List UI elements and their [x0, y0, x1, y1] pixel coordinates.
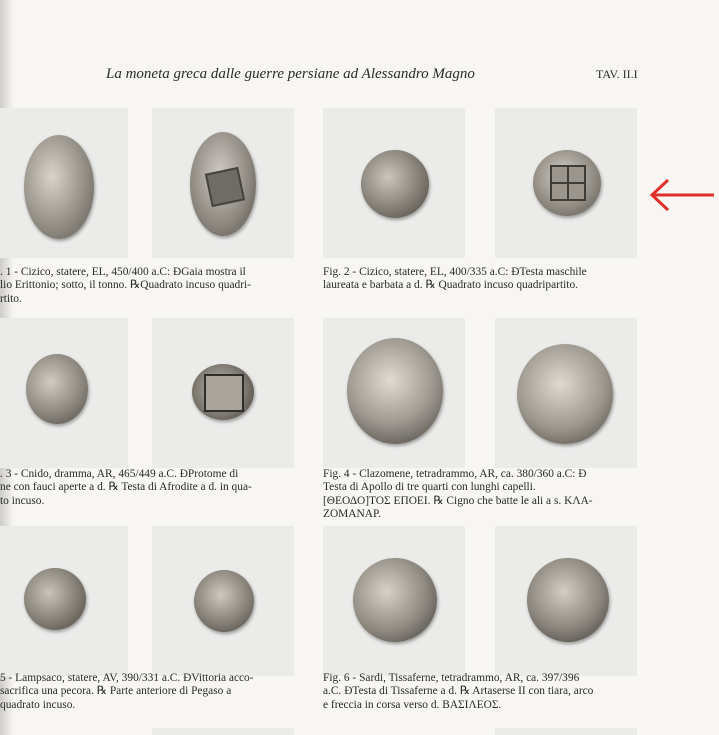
red-arrow-icon: [648, 178, 716, 212]
coin-panel-fig5-reverse: [152, 526, 294, 676]
coin-panel-fig1-obverse: [0, 108, 128, 258]
caption-fig4: Fig. 4 - Clazomene, tetradrammo, AR, ca. 380/360 a.C: Đ Testa di Apollo di tre quarti con lunghi capelli. [ΘΕΟΔΟ]ΤΟΣ ΕΠΟΕΙ. ℞ Cigno che batte le ali a s. ΚΛΑ- ΖΟΜΑΝΑΡ.: [323, 468, 593, 521]
caption-fig5: 5 - Lampsaco, statere, AV, 390/331 a.C. ĐVittoria acco- sacrifica una pecora. ℞ Parte anteriore di Pegaso a quadrato incuso.: [0, 672, 254, 711]
plate-number: TAV. II.I: [596, 67, 638, 81]
coin-fig1-obverse: [24, 135, 94, 239]
caption-fig2: Fig. 2 - Cizico, statere, EL, 400/335 a.C: ĐTesta maschile laureata e barbata a d. ℞ Quadrato incuso quadripartito.: [323, 266, 587, 292]
coin-panel-fig1-reverse: [152, 108, 294, 258]
coin-panel-fig6-obverse: [323, 526, 465, 676]
coin-panel-fig4-obverse: [323, 318, 465, 468]
coin-panel-fig3-reverse: [152, 318, 294, 468]
coin-fig5-reverse: [194, 570, 254, 632]
incuse-square: [550, 165, 586, 201]
incuse-square: [204, 374, 244, 412]
coin-panel-fig2-obverse: [323, 108, 465, 258]
next-row-coin-panel: [495, 728, 637, 735]
coin-panel-fig2-reverse: [495, 108, 637, 258]
caption-fig6: Fig. 6 - Sardi, Tissaferne, tetradrammo, AR, ca. 397/396 a.C. ĐTesta di Tissaferne a d. ℞ Artaserse II con tiara, arco e freccia in corsa verso d. ΒΑΣΙΛΕΟΣ.: [323, 672, 594, 711]
coin-panel-fig3-obverse: [0, 318, 128, 468]
coin-panel-fig5-obverse: [0, 526, 128, 676]
caption-fig3: . 3 - Cnido, dramma, AR, 465/449 a.C. ĐProtome di ne con fauci aperte a d. ℞ Testa di Afrodite a d. in qua- to incuso.: [0, 468, 252, 507]
coin-fig6-obverse: [353, 558, 437, 642]
coin-fig3-obverse: [26, 354, 88, 424]
coin-fig5-obverse: [24, 568, 86, 630]
coin-panel-fig6-reverse: [495, 526, 637, 676]
coin-fig6-reverse: [527, 558, 609, 642]
caption-fig1: . 1 - Cizico, statere, EL, 450/400 a.C: ĐGaia mostra il lio Erittonio; sotto, il tonno. ℞Quadrato incuso quadri- rtito.: [0, 266, 251, 305]
page-header-title: La moneta greca dalle guerre persiane ad Alessandro Magno: [106, 66, 475, 82]
coin-fig4-reverse: [517, 344, 613, 444]
coin-fig4-obverse: [347, 338, 443, 444]
coin-fig2-obverse: [361, 150, 429, 218]
incuse-square: [205, 167, 245, 207]
coin-panel-fig4-reverse: [495, 318, 637, 468]
next-row-coin-panel: [152, 728, 294, 735]
